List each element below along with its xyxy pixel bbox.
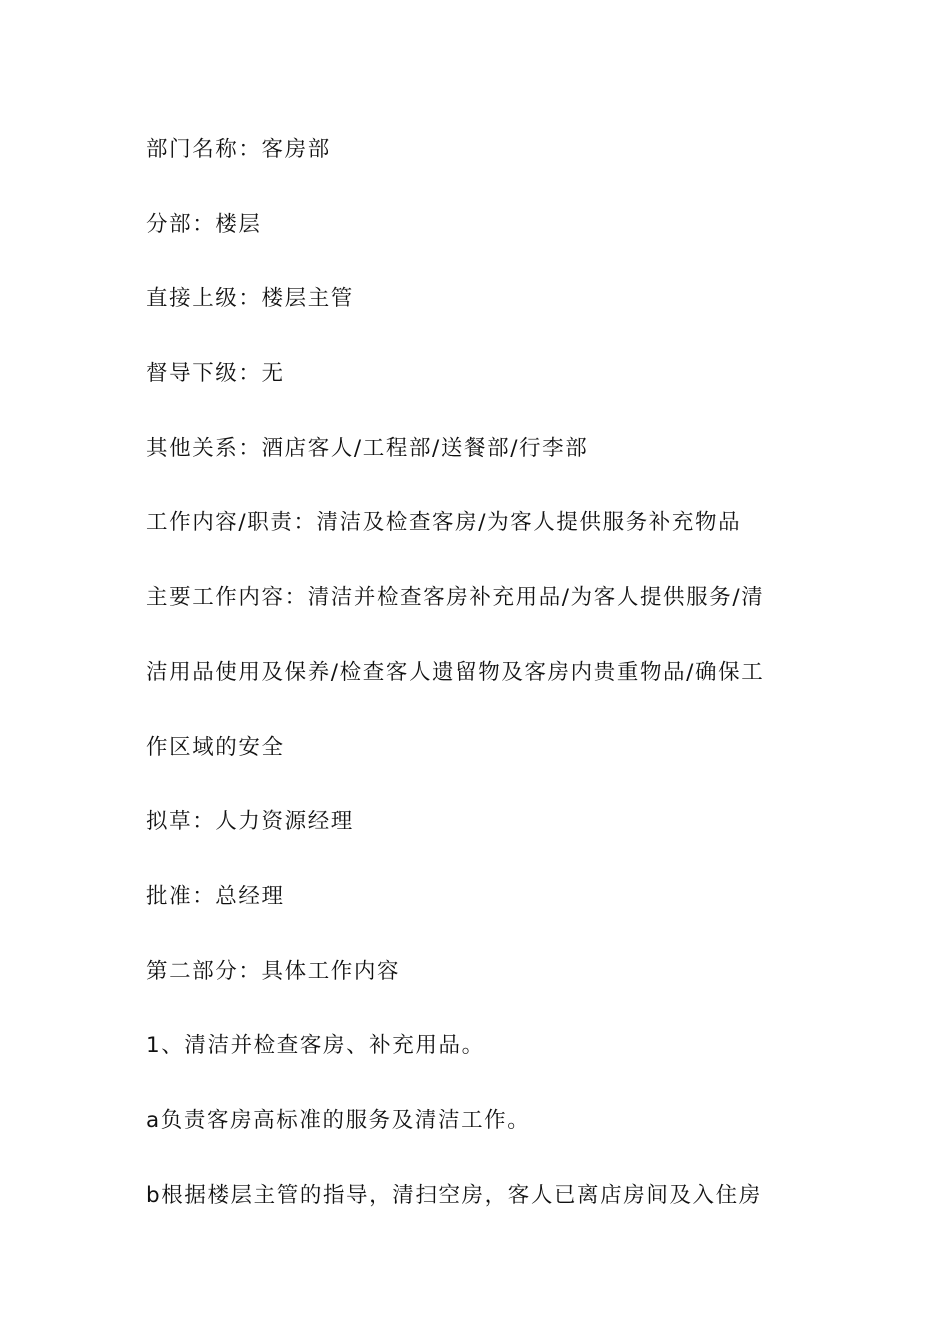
main-duties-line-1: 主要工作内容：清洁并检查客房补充用品/为客人提供服务/清 — [146, 585, 765, 611]
main-duties-line-3: 作区域的安全 — [146, 734, 285, 760]
field-duties: 工作内容/职责：清洁及检查客房/为客人提供服务补充物品 — [146, 510, 742, 536]
list-item-1: 1、清洁并检查客房、补充用品。 — [146, 1033, 485, 1059]
main-duties-line-2: 洁用品使用及保养/检查客人遗留物及客房内贵重物品/确保工 — [146, 659, 765, 685]
section-heading: 第二部分：具体工作内容 — [146, 958, 401, 984]
field-approved-by: 批准：总经理 — [146, 883, 285, 909]
field-direct-supervisor: 直接上级：楼层主管 — [146, 286, 354, 312]
field-subordinates: 督导下级：无 — [146, 361, 285, 387]
field-drafted-by: 拟草：人力资源经理 — [146, 809, 354, 835]
field-other-relations: 其他关系：酒店客人/工程部/送餐部/行李部 — [146, 435, 589, 461]
field-division: 分部：楼层 — [146, 211, 262, 237]
field-department-name: 部门名称：客房部 — [146, 137, 331, 162]
list-item-b: b根据楼层主管的指导，清扫空房，客人已离店房间及入住房 — [146, 1182, 762, 1208]
document-body — [146, 128, 814, 1248]
list-item-a: a负责客房高标准的服务及清洁工作。 — [146, 1107, 531, 1133]
